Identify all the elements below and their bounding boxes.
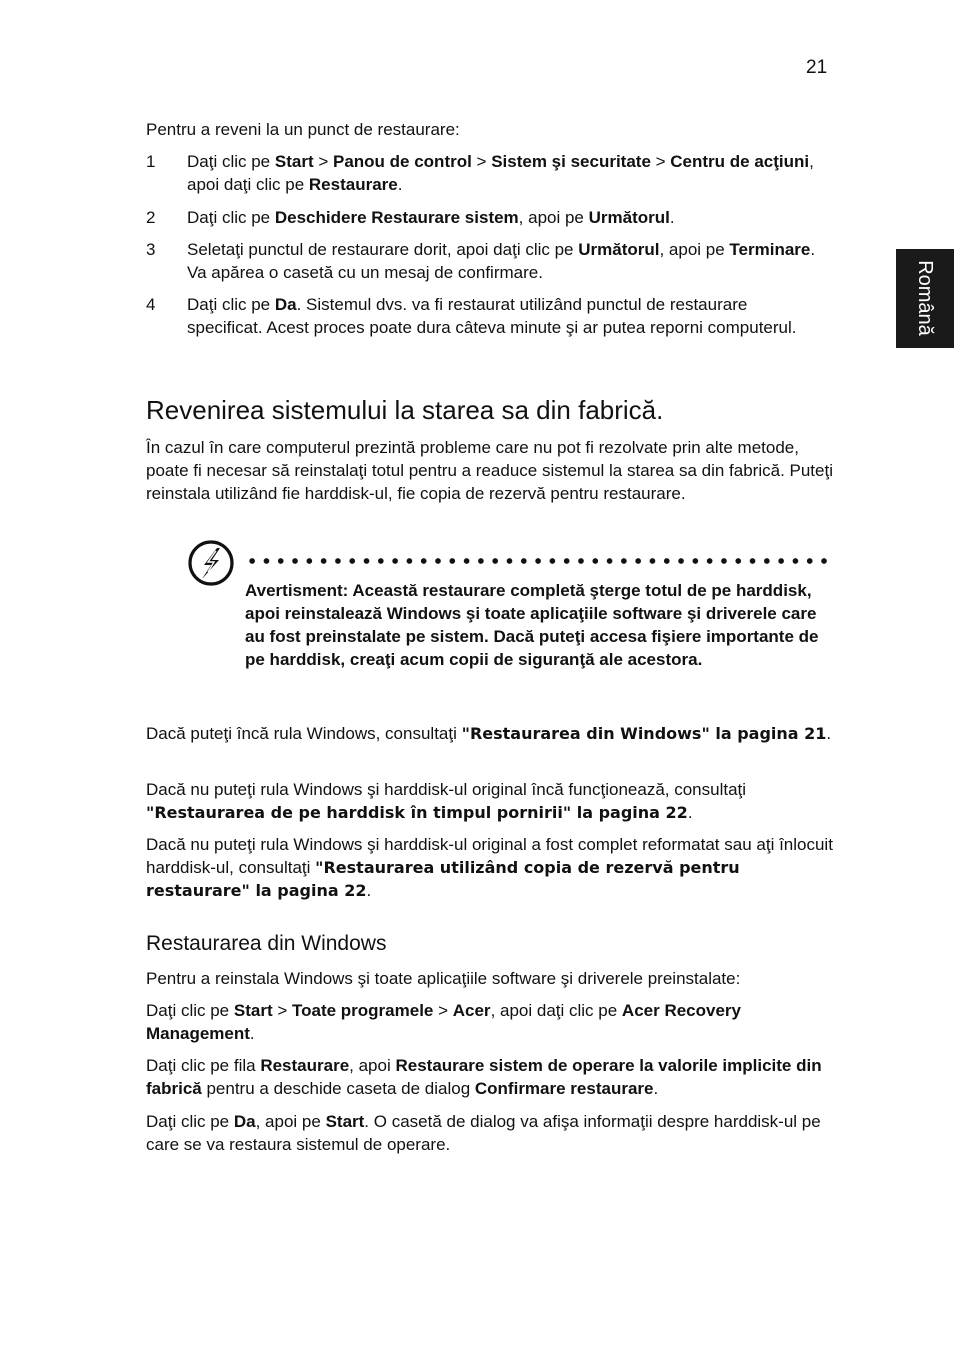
step-number: 3 bbox=[146, 240, 156, 259]
text-run: Daţi clic pe bbox=[187, 295, 275, 314]
text-run: Daţi clic pe bbox=[146, 1001, 234, 1020]
text-run: Seletaţi punctul de restaurare dorit, apoi daţi clic pe bbox=[187, 240, 579, 259]
emphasis-text: Start bbox=[325, 1112, 365, 1131]
cross-reference-link[interactable]: "Restaurarea de pe harddisk în timpul pornirii" la pagina 22 bbox=[146, 803, 688, 822]
body-paragraph bbox=[146, 1054, 836, 1100]
text-run: Pentru a reinstala Windows şi toate aplicaţiile software şi driverele preinstalate: bbox=[146, 969, 741, 988]
emphasis-text: Confirmare restaurare bbox=[474, 1079, 654, 1098]
text-run: . bbox=[653, 1079, 659, 1098]
emphasis-text: Da bbox=[233, 1112, 256, 1131]
text-run: , apoi pe bbox=[518, 208, 589, 227]
text-run: . bbox=[826, 724, 832, 743]
subsection-heading: Restaurarea din Windows bbox=[146, 932, 387, 955]
text-run: Dacă nu puteţi rula Windows şi harddisk-ul original încă funcţionează, consultaţi bbox=[146, 780, 747, 799]
cross-reference-link[interactable]: "Restaurarea utilizând copia de rezervă pentru restaurare" la pagina 22 bbox=[146, 858, 740, 900]
step-text bbox=[187, 150, 827, 196]
step-text bbox=[187, 206, 827, 229]
step-number: 4 bbox=[146, 295, 156, 314]
step-text bbox=[187, 238, 827, 284]
text-run: . bbox=[366, 881, 372, 900]
text-run: , apoi pe bbox=[255, 1112, 326, 1131]
step-text bbox=[187, 293, 827, 339]
text-run: . bbox=[397, 175, 403, 194]
reference-paragraph bbox=[146, 778, 836, 824]
reference-paragraph bbox=[146, 833, 836, 902]
text-run: . bbox=[249, 1024, 255, 1043]
text-run: , apoi daţi clic pe bbox=[187, 152, 814, 194]
emphasis-text: Restaurare bbox=[308, 175, 398, 194]
text-run: Daţi clic pe fila bbox=[146, 1056, 261, 1075]
emphasis-text: Centru de acţiuni bbox=[670, 152, 810, 171]
body-paragraph bbox=[146, 967, 836, 990]
warning-text: Avertisment: Această restaurare completă şterge totul de pe harddisk, apoi reinstalează Windows şi toate aplicaţiile software şi driverele care au fost preinstalate pe sistem. Dacă puteţi accesa fişiere importante de pe harddisk, creaţi acum copii de siguranţă ale acestora. bbox=[245, 581, 819, 669]
language-tab bbox=[896, 249, 954, 348]
body-paragraph bbox=[146, 999, 836, 1045]
text-run: Daţi clic pe bbox=[187, 208, 275, 227]
emphasis-text: Sistem şi securitate bbox=[491, 152, 651, 171]
emphasis-text: Restaurare bbox=[260, 1056, 350, 1075]
intro-text: Pentru a reveni la un punct de restaurare: bbox=[146, 120, 460, 139]
text-run: . Va apărea o casetă cu un mesaj de confirmare. bbox=[187, 240, 816, 282]
cross-reference-link[interactable]: "Restaurarea din Windows" la pagina 21 bbox=[461, 724, 827, 743]
emphasis-text: Start bbox=[274, 152, 314, 171]
text-run: , apoi daţi clic pe bbox=[490, 1001, 622, 1020]
text-run: > bbox=[650, 152, 671, 171]
text-run: Dacă nu puteţi rula Windows şi harddisk-ul original a fost complet reformatat sau aţi înlocuit harddisk-ul, consultaţi bbox=[146, 835, 833, 877]
text-run: , apoi bbox=[349, 1056, 396, 1075]
text-run: Daţi clic pe bbox=[187, 152, 275, 171]
emphasis-text: Deschidere Restaurare sistem bbox=[274, 208, 519, 227]
language-tab-label: Română bbox=[914, 260, 936, 336]
emphasis-text: Start bbox=[233, 1001, 273, 1020]
step-number: 1 bbox=[146, 152, 156, 171]
text-run: > bbox=[313, 152, 333, 171]
emphasis-text: Toate programele bbox=[291, 1001, 434, 1020]
emphasis-text: Panou de control bbox=[332, 152, 472, 171]
emphasis-text: Următorul bbox=[588, 208, 670, 227]
text-run: > bbox=[272, 1001, 292, 1020]
text-run: . O casetă de dialog va afişa informaţii despre harddisk-ul pe care se va restaura sistemul de operare. bbox=[146, 1112, 821, 1154]
emphasis-text: Da bbox=[274, 295, 297, 314]
body-paragraph bbox=[146, 1110, 836, 1156]
warning-divider bbox=[245, 558, 833, 564]
emphasis-text: Acer bbox=[452, 1001, 491, 1020]
step-number: 2 bbox=[146, 208, 156, 227]
emphasis-text: Acer Recovery Management bbox=[146, 1001, 741, 1043]
section-heading: Revenirea sistemului la starea sa din fabrică. bbox=[146, 395, 664, 425]
text-run: Daţi clic pe bbox=[146, 1112, 234, 1131]
text-run: . bbox=[669, 208, 675, 227]
text-run: Dacă puteţi încă rula Windows, consultaţi bbox=[146, 724, 462, 743]
text-run: . bbox=[687, 803, 693, 822]
section-intro: În cazul în care computerul prezintă probleme care nu pot fi rezolvate prin alte metode, poate fi necesar să reinstalaţi totul pentru a readuce sistemul la starea sa din fabrică. Puteţi reinstala utilizând fie harddisk-ul, fie copia de rezervă pentru restaurare. bbox=[146, 438, 833, 503]
text-run: pentru a deschide caseta de dialog bbox=[201, 1079, 475, 1098]
text-run: . Sistemul dvs. va fi restaurat utilizând punctul de restaurare specificat. Acest proces poate dura câteva minute şi ar putea reporni computerul. bbox=[187, 295, 797, 337]
text-run: > bbox=[433, 1001, 453, 1020]
text-run: , apoi pe bbox=[659, 240, 730, 259]
emphasis-text: Următorul bbox=[578, 240, 660, 259]
page-number: 21 bbox=[806, 57, 828, 78]
reference-paragraph bbox=[146, 722, 836, 745]
emphasis-text: Terminare bbox=[729, 240, 811, 259]
emphasis-text: Restaurare sistem de operare la valorile implicite din fabrică bbox=[146, 1056, 822, 1098]
warning-lightning-icon bbox=[187, 539, 235, 587]
text-run: > bbox=[471, 152, 492, 171]
